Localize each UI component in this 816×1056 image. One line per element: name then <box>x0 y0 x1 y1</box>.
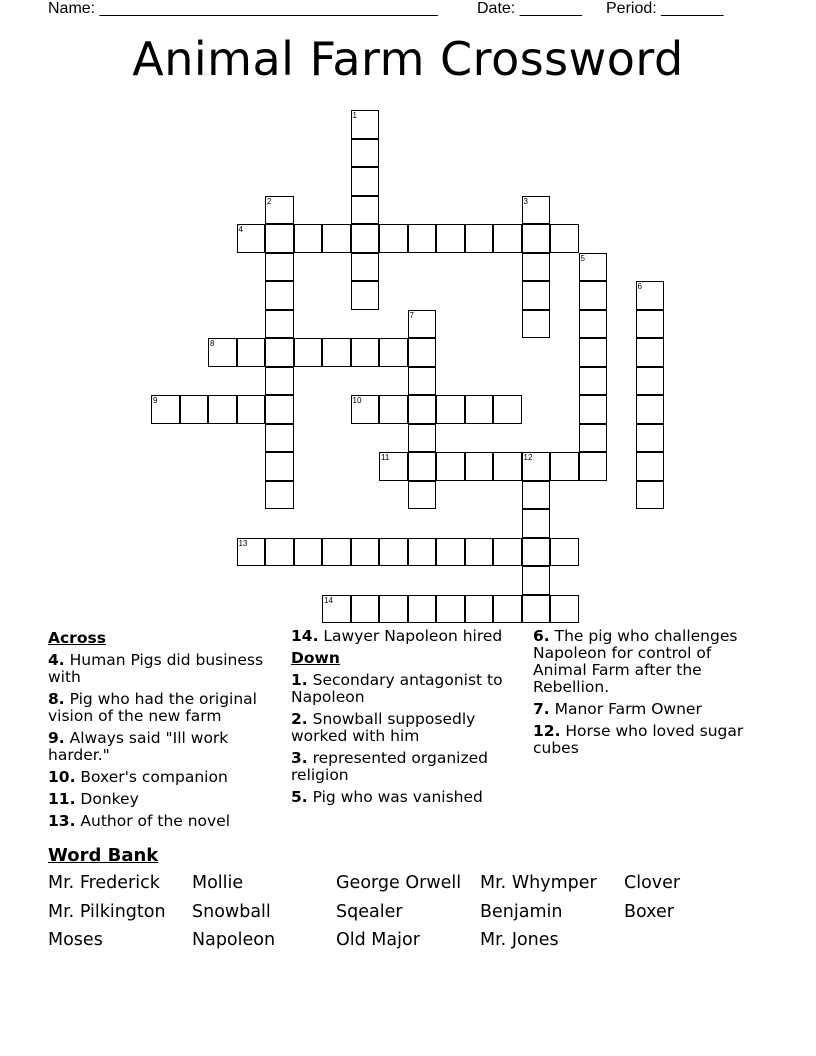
grid-cell[interactable] <box>351 595 380 624</box>
grid-cell[interactable] <box>550 452 579 481</box>
clue-text: Snowball supposedly worked with him <box>291 710 476 745</box>
clue-number-1: 1 <box>352 111 357 120</box>
grid-cell[interactable] <box>265 538 294 567</box>
grid-cell[interactable] <box>265 395 294 424</box>
grid-cell[interactable] <box>636 367 665 396</box>
grid-cell[interactable] <box>579 395 608 424</box>
grid-cell[interactable] <box>265 281 294 310</box>
word-bank-item: Mr. Jones <box>480 930 559 950</box>
grid-cell[interactable] <box>436 224 465 253</box>
grid-cell[interactable] <box>636 452 665 481</box>
clue-number-11: 11 <box>381 453 390 462</box>
word-bank-item: Mr. Frederick <box>48 873 160 893</box>
grid-cell[interactable] <box>636 424 665 453</box>
clue-item <box>48 791 280 808</box>
grid-cell[interactable] <box>550 595 579 624</box>
grid-cell[interactable] <box>522 253 551 282</box>
clue-text: The pig who challenges Napoleon for control of Animal Farm after the Rebellion. <box>533 627 738 696</box>
grid-cell[interactable] <box>522 281 551 310</box>
clue-number: 2. <box>291 710 308 728</box>
grid-cell[interactable] <box>522 224 551 253</box>
clue-number-3: 3 <box>523 196 528 206</box>
clue-text: Author of the novel <box>75 812 231 830</box>
word-bank-title: Word Bank <box>48 845 159 866</box>
grid-cell[interactable] <box>465 538 494 567</box>
clue-text: Human Pigs did business with <box>48 651 264 686</box>
clue-text: Pig who had the original vision of the new farm <box>48 690 257 725</box>
grid-cell[interactable] <box>351 338 380 367</box>
grid-cell[interactable] <box>237 395 266 424</box>
clue-number-14: 14 <box>324 595 333 605</box>
word-bank-item: Old Major <box>336 930 420 950</box>
grid-cell[interactable] <box>436 538 465 567</box>
grid-cell[interactable] <box>465 452 494 481</box>
word-bank-item: Napoleon <box>192 930 276 950</box>
grid-cell[interactable] <box>579 281 608 310</box>
grid-cell[interactable] <box>351 538 380 567</box>
clue-item <box>533 628 765 696</box>
clue-number-5: 5 <box>580 253 585 263</box>
grid-cell[interactable] <box>351 281 380 310</box>
down-heading: Down <box>291 649 340 667</box>
clues-column-2 <box>291 628 516 811</box>
grid-cell[interactable] <box>322 224 351 253</box>
clue-number: 13. <box>48 812 76 830</box>
clue-number-12: 12 <box>523 453 533 462</box>
grid-cell[interactable] <box>208 395 237 424</box>
grid-cell[interactable] <box>408 595 437 624</box>
clue-item <box>291 628 516 645</box>
clue-item <box>291 789 516 806</box>
word-bank-item: Benjamin <box>480 902 563 922</box>
grid-cell[interactable] <box>265 367 294 396</box>
word-bank-item: Mollie <box>192 873 244 893</box>
grid-cell[interactable] <box>522 538 551 567</box>
grid-cell[interactable] <box>579 367 608 396</box>
grid-cell[interactable] <box>493 538 522 567</box>
grid-cell[interactable] <box>493 452 522 481</box>
clues-column-1 <box>48 628 280 835</box>
grid-cell[interactable] <box>408 224 437 253</box>
clue-number-6: 6 <box>637 282 642 291</box>
grid-cell[interactable] <box>379 338 408 367</box>
grid-cell[interactable] <box>636 310 665 339</box>
grid-cell[interactable] <box>579 452 608 481</box>
grid-cell[interactable] <box>579 338 608 367</box>
grid-cell[interactable] <box>522 481 551 510</box>
clue-item <box>291 711 516 745</box>
grid-cell[interactable] <box>465 595 494 624</box>
clue-number-2: 2 <box>267 196 272 206</box>
clue-text: Lawyer Napoleon hired <box>318 627 503 645</box>
grid-cell[interactable] <box>237 338 266 367</box>
word-bank-item: Mr. Whymper <box>480 873 597 893</box>
grid-cell[interactable] <box>351 139 380 168</box>
clue-text: Secondary antagonist to Napoleon <box>291 671 503 706</box>
grid-cell[interactable] <box>636 395 665 424</box>
clue-text: Horse who loved sugar cubes <box>533 722 744 757</box>
grid-cell[interactable] <box>351 253 380 282</box>
period-field[interactable]: Period: _______ <box>606 0 724 17</box>
clue-item <box>533 701 765 718</box>
grid-cell[interactable] <box>265 224 294 253</box>
clue-item <box>291 672 516 706</box>
word-bank-item: Sqealer <box>336 902 403 922</box>
clue-number: 10. <box>48 768 76 786</box>
grid-cell[interactable] <box>522 566 551 595</box>
grid-cell[interactable] <box>493 395 522 424</box>
grid-cell[interactable] <box>379 538 408 567</box>
clues-column-3 <box>533 628 765 762</box>
grid-cell[interactable] <box>408 452 437 481</box>
clue-number: 7. <box>533 700 550 718</box>
clue-text: represented organized religion <box>291 749 488 784</box>
clue-item <box>48 769 280 786</box>
grid-cell[interactable] <box>465 224 494 253</box>
grid-cell[interactable] <box>379 395 408 424</box>
grid-cell[interactable] <box>265 253 294 282</box>
clue-item <box>48 813 280 830</box>
clue-number: 9. <box>48 729 65 747</box>
clue-number-7: 7 <box>409 310 414 320</box>
clue-number: 4. <box>48 651 65 669</box>
grid-cell[interactable] <box>493 595 522 624</box>
grid-cell[interactable] <box>408 538 437 567</box>
grid-cell[interactable] <box>636 338 665 367</box>
grid-cell[interactable] <box>522 310 551 339</box>
grid-cell[interactable] <box>436 595 465 624</box>
grid-cell[interactable] <box>294 224 323 253</box>
grid-cell[interactable] <box>351 196 380 225</box>
grid-cell[interactable] <box>379 595 408 624</box>
name-field[interactable]: Name: ______________________________________ <box>48 0 438 17</box>
grid-cell[interactable] <box>265 338 294 367</box>
grid-cell[interactable] <box>351 224 380 253</box>
word-bank-item: George Orwell <box>336 873 462 893</box>
clue-text: Donkey <box>75 790 139 808</box>
clue-item <box>48 691 280 725</box>
word-bank-item: Clover <box>624 873 681 893</box>
clue-number: 1. <box>291 671 308 689</box>
clue-text: Always said "Ill work harder." <box>48 729 229 764</box>
clue-number: 12. <box>533 722 561 740</box>
clue-number-8: 8 <box>210 339 215 348</box>
clue-text: Pig who was vanished <box>307 788 483 806</box>
clue-item <box>533 723 765 757</box>
clue-number-10: 10 <box>352 396 362 405</box>
grid-cell[interactable] <box>265 481 294 510</box>
grid-cell[interactable] <box>408 424 437 453</box>
clue-text: Boxer's companion <box>75 768 228 786</box>
grid-cell[interactable] <box>636 481 665 510</box>
clue-number: 14. <box>291 627 319 645</box>
grid-cell[interactable] <box>265 452 294 481</box>
clue-item <box>291 750 516 784</box>
grid-cell[interactable] <box>322 538 351 567</box>
grid-cell[interactable] <box>550 224 579 253</box>
grid-cell[interactable] <box>180 395 209 424</box>
date-field[interactable]: Date: _______ <box>477 0 582 17</box>
clue-number-9: 9 <box>153 396 158 405</box>
clue-item <box>48 730 280 764</box>
grid-cell[interactable] <box>579 424 608 453</box>
clue-number: 5. <box>291 788 308 806</box>
page-title: Animal Farm Crossword <box>132 32 684 86</box>
grid-cell[interactable] <box>408 481 437 510</box>
grid-cell[interactable] <box>351 167 380 196</box>
grid-cell[interactable] <box>265 424 294 453</box>
clue-number-13: 13 <box>238 538 248 548</box>
grid-cell[interactable] <box>493 224 522 253</box>
word-bank-item: Snowball <box>192 902 271 922</box>
word-bank-item: Mr. Pilkington <box>48 902 166 922</box>
across-heading: Across <box>48 629 106 647</box>
clue-number: 3. <box>291 749 308 767</box>
grid-cell[interactable] <box>550 538 579 567</box>
grid-cell[interactable] <box>408 395 437 424</box>
grid-cell[interactable] <box>294 338 323 367</box>
word-bank-item: Moses <box>48 930 103 950</box>
grid-cell[interactable] <box>379 224 408 253</box>
grid-cell[interactable] <box>522 509 551 538</box>
clue-number: 8. <box>48 690 65 708</box>
grid-cell[interactable] <box>322 338 351 367</box>
grid-cell[interactable] <box>408 367 437 396</box>
grid-cell[interactable] <box>579 310 608 339</box>
clue-item <box>48 652 280 686</box>
clue-number-4: 4 <box>238 225 243 234</box>
grid-cell[interactable] <box>408 338 437 367</box>
grid-cell[interactable] <box>265 310 294 339</box>
clue-number: 11. <box>48 790 76 808</box>
grid-cell[interactable] <box>465 395 494 424</box>
clue-text: Manor Farm Owner <box>549 700 702 718</box>
grid-cell[interactable] <box>436 395 465 424</box>
grid-cell[interactable] <box>522 595 551 624</box>
grid-cell[interactable] <box>294 538 323 567</box>
word-bank-item: Boxer <box>624 902 674 922</box>
clue-number: 6. <box>533 627 550 645</box>
grid-cell[interactable] <box>436 452 465 481</box>
